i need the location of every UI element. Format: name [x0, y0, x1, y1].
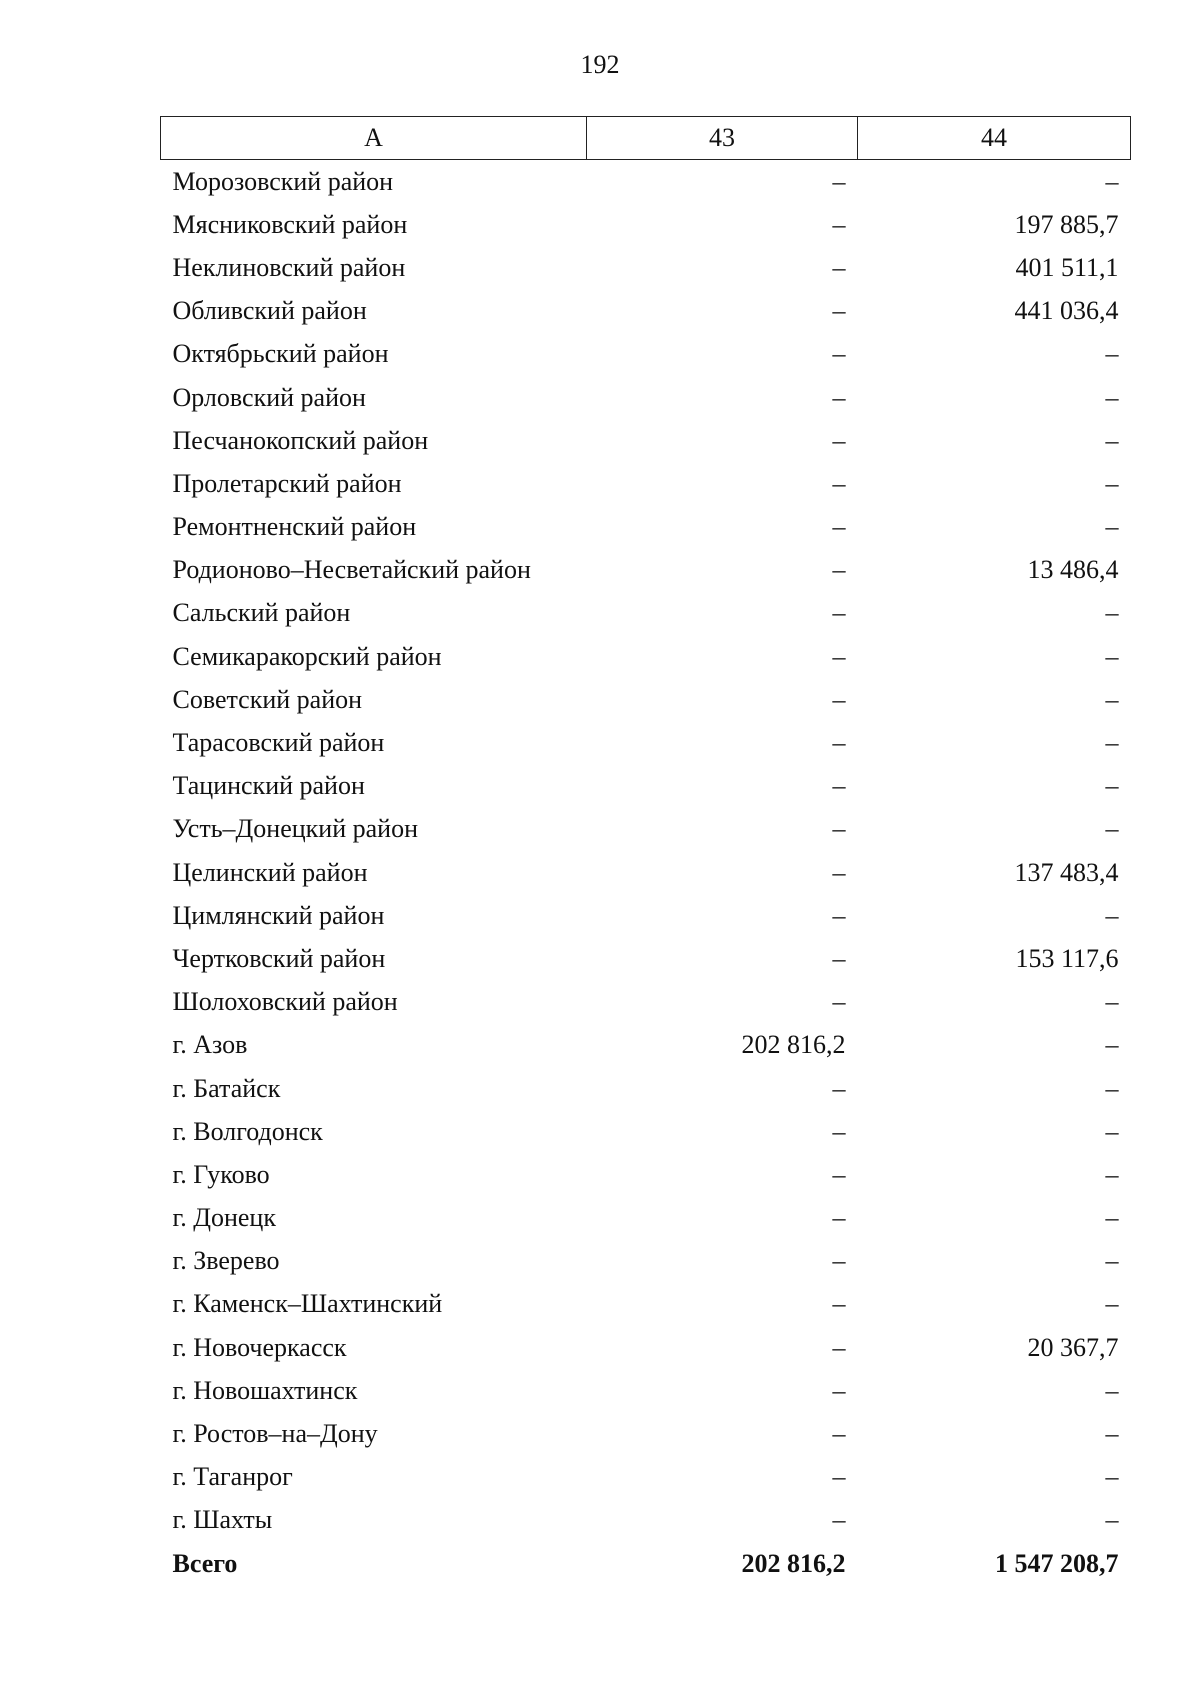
row-name: Цимлянский район: [172, 900, 385, 930]
row-name: Чертковский район: [172, 943, 386, 973]
table-row: [161, 678, 1131, 721]
row-value-43: –: [832, 1375, 846, 1405]
table-row: [161, 1283, 1131, 1326]
page-number: 192: [580, 50, 620, 79]
row-value-44: 13 486,4: [1027, 555, 1119, 585]
row-value-43: –: [832, 1203, 846, 1233]
row-value-44: –: [1105, 1505, 1119, 1535]
row-value-44: 137 483,4: [1014, 857, 1119, 887]
table-row: [161, 1326, 1131, 1369]
row-value-43: –: [832, 598, 846, 628]
table-row: [161, 419, 1131, 462]
row-name: г. Донецк: [172, 1203, 276, 1233]
row-value-44: –: [1105, 598, 1119, 628]
row-value-44: –: [1105, 1462, 1119, 1492]
row-name: Родионово–Несветайский район: [172, 555, 531, 585]
row-value-43: –: [832, 728, 846, 758]
row-value-44: –: [1105, 1419, 1119, 1449]
row-value-43: –: [832, 943, 846, 973]
row-value-43: –: [832, 252, 846, 282]
row-value-43: –: [832, 468, 846, 498]
row-value-43: –: [832, 296, 846, 326]
row-value-44: –: [1105, 1030, 1119, 1060]
row-value-43: –: [832, 209, 846, 239]
table-row: [161, 1499, 1131, 1542]
row-value-43: –: [832, 166, 846, 196]
table-row: [161, 981, 1131, 1024]
row-value-44: 441 036,4: [1014, 296, 1119, 326]
row-name: Морозовский район: [172, 166, 394, 196]
row-name: г. Батайск: [172, 1073, 281, 1103]
table-row: [161, 592, 1131, 635]
table-row: [161, 506, 1131, 549]
row-value-44: –: [1105, 425, 1119, 455]
row-name: г. Волгодонск: [172, 1116, 323, 1146]
table-row: [161, 635, 1131, 678]
row-name: Обливский район: [172, 296, 367, 326]
row-value-44: –: [1105, 1116, 1119, 1146]
row-value-44: –: [1105, 900, 1119, 930]
row-value-44: –: [1105, 1375, 1119, 1405]
row-name: г. Азов: [172, 1030, 248, 1060]
row-value-43: –: [832, 425, 846, 455]
row-value-44: –: [1105, 728, 1119, 758]
row-name: г. Таганрог: [172, 1462, 293, 1492]
row-value-44: –: [1105, 1289, 1119, 1319]
row-value-43: –: [832, 339, 846, 369]
row-value-44: –: [1105, 1246, 1119, 1276]
table-row: [161, 1024, 1131, 1067]
row-value-43: –: [832, 1332, 846, 1362]
table-row: [161, 549, 1131, 592]
table-row: [161, 290, 1131, 333]
row-name: г. Зверево: [172, 1246, 280, 1276]
row-value-43: –: [832, 512, 846, 542]
row-value-43: –: [832, 987, 846, 1017]
table-row: [161, 894, 1131, 937]
row-name: Семикаракорский район: [172, 641, 442, 671]
row-value-44: –: [1105, 382, 1119, 412]
row-name: г. Гуково: [172, 1159, 270, 1189]
table-row: [161, 937, 1131, 980]
row-value-43: –: [832, 814, 846, 844]
row-value-43: –: [832, 1289, 846, 1319]
row-name: Пролетарский район: [172, 468, 402, 498]
row-name: Тацинский район: [172, 771, 365, 801]
row-name: г. Ростов–на–Дону: [172, 1419, 378, 1449]
row-value-44: –: [1105, 641, 1119, 671]
row-value-43: –: [832, 1505, 846, 1535]
row-value-44: –: [1105, 512, 1119, 542]
header-cell-44: 44: [858, 117, 1131, 160]
table-row: [161, 1369, 1131, 1412]
row-value-44: –: [1105, 1073, 1119, 1103]
row-value-44: –: [1105, 1159, 1119, 1189]
row-value-43: –: [832, 857, 846, 887]
row-name: г. Шахты: [172, 1505, 273, 1535]
row-name: Тарасовский район: [172, 728, 385, 758]
row-value-43: –: [832, 771, 846, 801]
row-value-44: –: [1105, 771, 1119, 801]
row-value-43: –: [832, 684, 846, 714]
row-value-43: –: [832, 1419, 846, 1449]
row-name: г. Новошахтинск: [172, 1375, 358, 1405]
row-value-43: –: [832, 900, 846, 930]
table-row: [161, 1110, 1131, 1153]
row-name: Неклиновский район: [172, 252, 406, 282]
total-value-43: 202 816,2: [741, 1548, 846, 1578]
row-value-44: 20 367,7: [1027, 1332, 1119, 1362]
table-row: [161, 246, 1131, 289]
row-value-43: –: [832, 1116, 846, 1146]
row-name: Орловский район: [172, 382, 366, 412]
data-table: [160, 116, 1131, 1585]
table-row: [161, 721, 1131, 764]
table-row: [161, 203, 1131, 246]
total-name: Всего: [172, 1548, 238, 1578]
row-value-44: –: [1105, 339, 1119, 369]
table-row: [161, 376, 1131, 419]
header-cell-43: 43: [587, 117, 858, 160]
row-name: Ремонтненский район: [172, 512, 417, 542]
table-header: [161, 117, 1131, 160]
table-row: [161, 808, 1131, 851]
table-body: [161, 160, 1131, 1586]
row-name: Советский район: [172, 684, 363, 714]
row-value-44: 153 117,6: [1015, 943, 1119, 973]
row-value-43: –: [832, 1159, 846, 1189]
row-value-44: –: [1105, 987, 1119, 1017]
row-name: Шолоховский район: [172, 987, 398, 1017]
row-name: Целинский район: [172, 857, 368, 887]
table-row: [161, 1412, 1131, 1455]
table-row: [161, 1153, 1131, 1196]
table-row: [161, 1240, 1131, 1283]
total-value-44: 1 547 208,7: [995, 1548, 1119, 1578]
row-value-43: –: [832, 1462, 846, 1492]
table-row: [161, 1456, 1131, 1499]
row-value-44: –: [1105, 684, 1119, 714]
table-row: [161, 1197, 1131, 1240]
row-name: Октябрьский район: [172, 339, 389, 369]
table-row: [161, 333, 1131, 376]
row-value-44: –: [1105, 468, 1119, 498]
table-row: [161, 160, 1131, 204]
row-name: Сальский район: [172, 598, 351, 628]
row-value-43: –: [832, 641, 846, 671]
row-name: Усть–Донецкий район: [172, 814, 418, 844]
row-value-44: –: [1105, 166, 1119, 196]
row-name: Мясниковский район: [172, 209, 408, 239]
row-value-44: –: [1105, 814, 1119, 844]
row-value-43: –: [832, 555, 846, 585]
row-value-44: 401 511,1: [1015, 252, 1119, 282]
row-name: г. Новочеркасск: [172, 1332, 347, 1362]
total-row: [161, 1542, 1131, 1585]
row-value-43: –: [832, 1073, 846, 1103]
row-value-43: –: [832, 1246, 846, 1276]
table-row: [161, 765, 1131, 808]
row-value-44: –: [1105, 1203, 1119, 1233]
row-name: Песчанокопский район: [172, 425, 429, 455]
row-value-43: 202 816,2: [741, 1030, 846, 1060]
table-row: [161, 462, 1131, 505]
row-name: г. Каменск–Шахтинский: [172, 1289, 443, 1319]
header-row: [161, 117, 1131, 160]
row-value-44: 197 885,7: [1014, 209, 1119, 239]
row-value-43: –: [832, 382, 846, 412]
table-row: [161, 1067, 1131, 1110]
header-cell-name: А: [161, 117, 587, 160]
table-row: [161, 851, 1131, 894]
